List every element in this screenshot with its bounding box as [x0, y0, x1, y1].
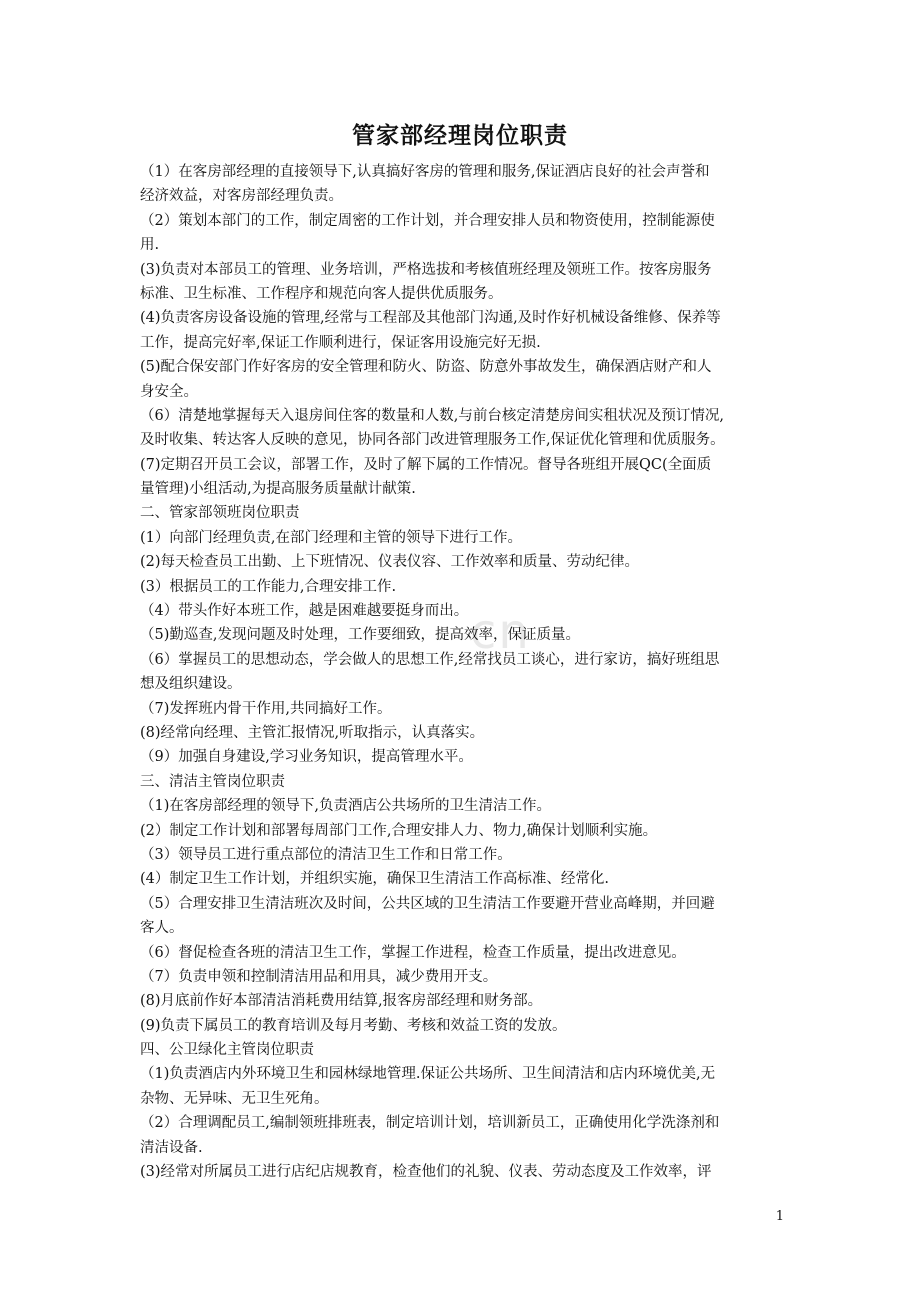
text-line: 杂物、无异味、无卫生死角。 — [140, 1090, 329, 1107]
text-line: （2）策划本部门的工作，制定周密的工作计划，并合理安排人员和物资使用，控制能源使 — [140, 212, 715, 229]
text-line: 想及组织建设。 — [140, 676, 242, 693]
text-line: (2)每天检查员工出勤、上下班情况、仪表仪容、工作效率和质量、劳动纪律。 — [140, 554, 640, 571]
text-line: (2）制定工作计划和部署每周部门工作,合理安排人力、物力,确保计划顺利实施。 — [140, 822, 658, 839]
text-line: (7)定期召开员工会议，部署工作，及时了解下属的工作情况。督导各班组开展QC(全面质 — [140, 456, 712, 473]
text-line: (3)经常对所属员工进行店纪店规教育，检查他们的礼貌、仪表、劳动态度及工作效率，评 — [140, 1164, 712, 1181]
text-line: （3）领导员工进行重点部位的清洁卫生工作和日常工作。 — [140, 846, 512, 863]
text-line: （1)负责酒店内外环境卫生和园林绿地管理.保证公共场所、卫生间清洁和店内环境优美,无 — [140, 1066, 716, 1083]
text-line: 标准、卫生标准、工作程序和规范向客人提供优质服务。 — [140, 285, 503, 302]
document-title: 管家部经理岗位职责 — [352, 122, 568, 149]
text-line: （4）带头作好本班工作，越是困难越要挺身而出。 — [140, 603, 469, 620]
text-line: 经济效益，对客房部经理负责。 — [140, 188, 343, 205]
text-line: (8)月底前作好本部清洁消耗费用结算,报客房部经理和财务部。 — [140, 993, 543, 1010]
text-line: (9)负责下属员工的教育培训及每月考勤、考核和效益工资的发放。 — [140, 1017, 567, 1034]
text-line: 量管理)小组活动,为提高服务质量献计献策. — [140, 481, 416, 498]
text-line: （6）督促检查各班的清洁卫生工作，掌握工作进程，检查工作质量，提出改进意见。 — [140, 944, 686, 961]
text-line: （7)发挥班内骨干作用,共同搞好工作。 — [140, 700, 392, 717]
text-line: (4)负责客房设备设施的管理,经常与工程部及其他部门沟通,及时作好机械设备维修、保养等 — [140, 310, 721, 327]
text-line: 清洁设备. — [140, 1139, 203, 1156]
text-line: 工作，提高完好率,保证工作顺利进行，保证客用设施完好无损. — [140, 334, 541, 351]
text-line: 用. — [140, 237, 160, 254]
text-line: (3)负责对本部员工的管理、业务培训，严格选拔和考核值班经理及领班工作。按客房服务 — [140, 261, 712, 278]
text-line: （1）在客房部经理的直接领导下,认真搞好客房的管理和服务,保证酒店良好的社会声誉和 — [140, 164, 710, 180]
text-line: 及时收集、转达客人反映的意见，协同各部门改进管理服务工作,保证优化管理和优质服务。 — [140, 432, 725, 449]
document-body — [140, 160, 784, 1184]
text-line: （6）掌握员工的思想动态，学会做人的思想工作,经常找员工谈心，进行家访，搞好班组思 — [140, 651, 720, 668]
text-line: （1)在客房部经理的领导下,负责酒店公共场所的卫生清洁工作。 — [140, 798, 551, 815]
text-line: 二、管家部领班岗位职责 — [140, 505, 300, 522]
text-line: （5)勤巡查,发现问题及时处理，工作要细致，提高效率，保证质量。 — [140, 627, 580, 644]
text-line: 四、公卫绿化主管岗位职责 — [140, 1042, 314, 1059]
text-line: （6）清楚地掌握每天入退房间住客的数量和人数,与前台核定清楚房间实租状况及预订情况, — [140, 407, 724, 424]
page-number: 1 — [775, 1209, 784, 1224]
watermark: cn — [470, 604, 531, 660]
text-line: (3）根据员工的工作能力,合理安排工作. — [140, 578, 397, 595]
text-line: (8)经常向经理、主管汇报情况,听取指示，认真落实。 — [140, 724, 485, 741]
text-line: （5）合理安排卫生清洁班次及时间，公共区域的卫生清洁工作要避开营业高峰期，并回避 — [140, 895, 715, 912]
text-line: (5)配合保安部门作好客房的安全管理和防火、防盗、防意外事故发生，确保酒店财产和人 — [140, 359, 712, 376]
text-line: 身安全。 — [140, 383, 198, 400]
text-line: 三、清洁主管岗位职责 — [140, 773, 285, 790]
text-line: (1）向部门经理负责,在部门经理和主管的领导下进行工作。 — [140, 529, 522, 546]
text-line: （2）合理调配员工,编制领班排班表，制定培训计划，培训新员工，正确使用化学洗涤剂和 — [140, 1115, 720, 1132]
text-line: （7）负责申领和控制清洁用品和用具，减少费用开支。 — [140, 968, 498, 985]
text-line: (4）制定卫生工作计划，并组织实施，确保卫生清洁工作高标准、经常化. — [140, 871, 609, 888]
text-line: （9）加强自身建设,学习业务知识，提高管理水平。 — [140, 749, 473, 766]
text-line: 客人。 — [140, 920, 184, 937]
